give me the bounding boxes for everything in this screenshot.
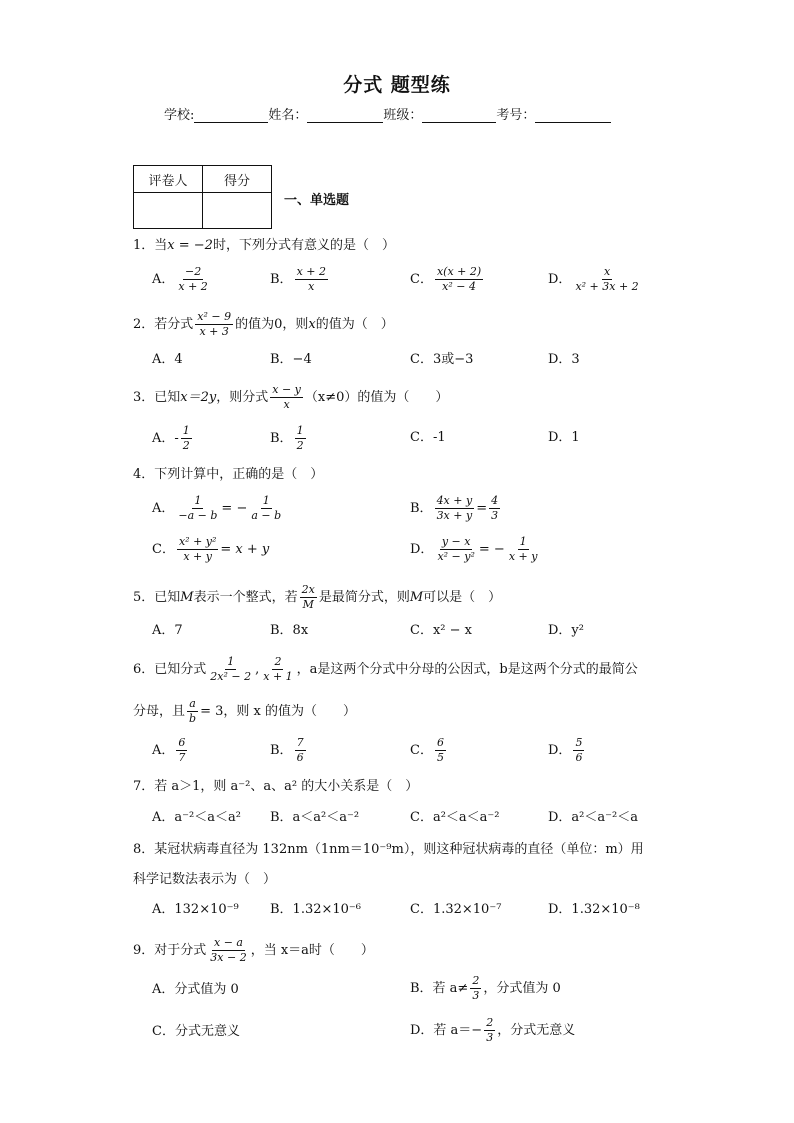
q5-option-a[interactable]: A．7	[152, 623, 183, 638]
q9-option-d[interactable]: D．若 a＝− $\frac{2}{3}$ ，分式无意义	[410, 1016, 576, 1044]
question-2-stem: 2．若分式 $\frac{\text{x² − 9}}{x + 3}$ 的值为0，则x的值为（ ）	[133, 310, 394, 338]
name-blank[interactable]	[307, 108, 383, 123]
school-blank[interactable]	[194, 108, 268, 123]
q4-option-c[interactable]: C． $\frac{\text{x² + y²}}{x + y}$ = x + y	[152, 535, 270, 563]
name-label: 姓名：	[268, 108, 308, 123]
q6-option-b[interactable]: B． $\frac{7}{6}$	[270, 736, 304, 764]
question-4-stem: 4．下列计算中，正确的是（ ）	[133, 467, 324, 482]
grade-table	[133, 165, 272, 229]
q1-option-b[interactable]: B． $\frac{x + 2}{x}$	[270, 265, 326, 293]
class-label: 班级：	[383, 108, 423, 123]
q1-option-c[interactable]: C． $\frac{x(x + 2)}{\text{x² − 4}}$	[410, 265, 482, 293]
section-heading: 一、单选题	[284, 193, 350, 208]
q5-option-d[interactable]: D．y²	[548, 623, 584, 638]
q5-option-c[interactable]: C．x² − x	[410, 623, 472, 638]
class-blank[interactable]	[422, 108, 496, 123]
q9-option-a[interactable]: A．分式值为 0	[152, 982, 239, 997]
q6-option-c[interactable]: C． $\frac{6}{5}$	[410, 736, 444, 764]
q2-option-d[interactable]: D．3	[548, 352, 580, 367]
q2-option-a[interactable]: A．4	[152, 352, 183, 367]
grader-header: 评卷人	[134, 166, 203, 193]
q7-option-c[interactable]: C．a²＜a＜a⁻²	[410, 810, 500, 825]
question-5-stem: 5．已知M表示一个整式，若 $\frac{2x}{M}$ 是最简分式，则M可以是（ ）	[133, 583, 502, 611]
question-7-stem: 7．若 a＞1，则 a⁻²、a、a² 的大小关系是（ ）	[133, 779, 419, 794]
question-3-stem: 3．已知x＝2y，则分式 $\frac{x - y}{x}$ （x≠0）的值为（ ）	[133, 383, 449, 411]
q5-option-b[interactable]: B．8x	[270, 623, 309, 638]
score-header: 得分	[203, 166, 272, 193]
q4-option-a[interactable]: A． $\frac{1}{-a - b}$ = − $\frac{1}{a - b}$	[152, 494, 282, 522]
q8-option-d[interactable]: D．1.32×10⁻⁸	[548, 902, 640, 917]
q9-option-b[interactable]: B．若 a≠ $\frac{2}{3}$ ，分式值为 0	[410, 974, 561, 1002]
q8-option-a[interactable]: A．132×10⁻⁹	[152, 902, 239, 917]
q2-option-c[interactable]: C．3或−3	[410, 352, 474, 367]
q3-option-a[interactable]: A．- $\frac{1}{2}$	[152, 424, 190, 452]
q6-option-a[interactable]: A． $\frac{6}{7}$	[152, 736, 186, 764]
q1-option-a[interactable]: A． $\frac{-2}{x + 2}$	[152, 265, 208, 293]
question-9-stem: 9．对于分式 $\frac{x - a}{3x - 2}$ ，当 x＝a时（ ）	[133, 936, 374, 964]
question-1-stem: 1．当x = −2时，下列分式有意义的是（ ）	[133, 238, 395, 253]
question-6-stem-line2: 分母，且 $\frac{a}{b}$ = 3，则 x 的值为（ ）	[133, 697, 356, 725]
header-fields	[164, 104, 611, 123]
q3-option-d[interactable]: D．1	[548, 430, 580, 445]
question-8-stem-line2: 科学记数法表示为（ ）	[133, 872, 277, 887]
q9-option-c[interactable]: C．分式无意义	[152, 1024, 240, 1039]
q4-option-d[interactable]: D． $\frac{y - x}{\text{x² − y²}}$ = − $\frac{1}{x + y}$	[410, 535, 538, 563]
q6-option-d[interactable]: D． $\frac{5}{6}$	[548, 736, 583, 764]
grader-cell[interactable]	[134, 193, 203, 229]
q1-option-d[interactable]: D． $\frac{x}{\text{x² + 3x + 2}}$	[548, 265, 639, 293]
exam-no-label: 考号：	[496, 108, 536, 123]
q4-option-b[interactable]: B． $\frac{4x + y}{3x + y}$ = $\frac{4}{3}$	[410, 494, 499, 522]
q8-option-c[interactable]: C．1.32×10⁻⁷	[410, 902, 502, 917]
q2-option-b[interactable]: B．−4	[270, 352, 312, 367]
q3-option-c[interactable]: C．-1	[410, 430, 446, 445]
question-8-stem: 8．某冠状病毒直径为 132nm（1nm＝10⁻⁹m），则这种冠状病毒的直径（单位：m）用	[133, 842, 644, 857]
q7-option-d[interactable]: D．a²＜a⁻²＜a	[548, 810, 638, 825]
q3-option-b[interactable]: B． $\frac{1}{2}$	[270, 424, 304, 452]
question-6-stem: 6．已知分式 $\frac{1}{\text{2x² − 2}}$ , $\frac{2}{x + 1}$ ，a是这两个分式中分母的公因式，b是这两个分式的最简公	[133, 655, 638, 683]
score-cell[interactable]	[203, 193, 272, 229]
exam-no-blank[interactable]	[535, 108, 611, 123]
q7-option-b[interactable]: B．a＜a²＜a⁻²	[270, 810, 360, 825]
school-label: 学校:	[164, 108, 195, 123]
q8-option-b[interactable]: B．1.32×10⁻⁶	[270, 902, 362, 917]
q7-option-a[interactable]: A．a⁻²＜a＜a²	[152, 810, 241, 825]
page-title: 分式 题型练	[343, 74, 451, 96]
